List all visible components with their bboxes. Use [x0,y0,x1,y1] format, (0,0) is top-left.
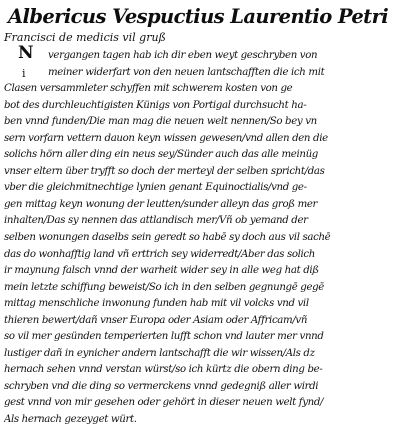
text-line: lustiger dañ in eynicher andern lantschafft die wir wissen/Als dz [4,347,315,359]
marginal-note: i [22,67,26,80]
text-line: Clasen versammleter schyffen mit schwerem kosten von ge [4,83,293,95]
text-line: thieren bewert/dañ vnser Europa oder Asiam oder Affricam/vñ [4,314,308,326]
text-line: schryben vnd die ding so vermerckens vnnd gedegniß aller wirdi [4,380,319,392]
text-line: hernach sehen vnnd verstan würst/so ich kürtz die obern ding be- [4,364,323,376]
text-line: das do wonhafftig land vñ erttrich sey widerredt/Aber das solich [4,248,316,260]
text-line: bot des durchleuchtigisten Künigs von Portigal durchsucht ha- [4,99,307,111]
text-line: vnser eltern über tryfft so doch der merteyl der selben spricht/das [4,165,325,177]
text-line: solichs hörn aller ding ein neus sey/Sünder auch das alle meinüg [4,149,318,161]
document-subtitle: Francisci de medicis vil gruß [4,31,166,44]
text-line: sern vorfarn vettern dauon keyn wissen gewesen/vnd allen den die [4,132,328,144]
text-line: mein letzte schiffung beweist/So ich in den selben gegnungē gegē [4,281,324,293]
text-line: meiner widerfart von den neuen lantschafften die ich mit [48,66,325,78]
text-line: gest vnnd von mir gesehen oder gehört in dieser neuen welt fynd/ [4,397,324,409]
text-line: selben wonungen daselbs sein geredt so habē sy doch aus vil sachē [4,232,331,244]
document-title: Albericus Vespuctius Laurentio Petri [8,5,389,28]
text-line: gen mittag keyn wonung der leutten/sunder alleyn das groß mer [4,198,318,210]
text-line: vber die gleichmitnechtige lynien genant Equinoctialis/vnd ge- [4,182,307,194]
text-line: ir maynung falsch vnnd der warheit wider sey in alle weg hat diß [4,265,319,277]
text-line: inhalten/Das sy nennen das attlandisch mer/Vñ ob yemand der [4,215,308,227]
text-line: vergangen tagen hab ich dir eben weyt geschryben von [48,50,318,61]
body-text [4,48,398,429]
drop-initial-letter: N [18,43,34,63]
text-line: Als hernach gezeyget würt. [4,414,137,426]
text-line: mittag menschliche inwonung funden hab mit vil volcks vnd vil [4,298,309,310]
text-line: so vil mer gesünden temperierten lufft schon vnd lauter mer vnnd [4,331,324,343]
text-line: ben vnnd funden/Die man mag die neuen welt nennen/So bey vn [4,116,317,128]
